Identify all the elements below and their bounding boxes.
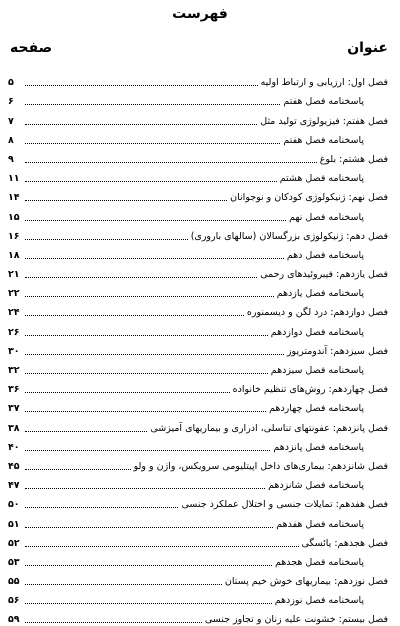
toc-entry-title: فصل یازدهم: فیبروئیدهای رحمی [260,269,388,281]
toc-entry-page: ۵۵ [8,576,20,588]
toc-entry [8,588,388,607]
dot-leader [25,506,178,508]
toc-entry-title: فصل بیستم: خشونت علیه زنان و تجاوز جنسی [204,614,388,626]
dot-leader [25,372,268,374]
dot-leader [25,334,268,336]
dot-leader [25,295,274,297]
toc-entry-page: ۵۳ [8,556,20,568]
toc-entry-page: ۴۷ [8,480,20,492]
toc-entry-title: فصل پانزدهم: عفونتهای تناسلی، ادراری و بیماریهای آمیزشی [150,422,388,434]
toc-entry-title: پاسخنامه فصل یازدهم [276,288,364,300]
toc-entry-page: ۱۶ [8,230,20,242]
toc-entry-page: ۳۶ [8,384,20,396]
toc-entry [8,607,388,626]
toc-entry [8,531,388,550]
toc-entry-page: ۱۸ [8,249,20,261]
toc-entry [8,377,388,396]
toc-entry-title: فصل شانزدهم: بیماری‌های داخل اپیتلیومی سرویکس، واژن و ولو [133,460,388,472]
toc-entry-page: ۳۲ [8,365,20,376]
toc-entry [8,243,388,262]
dot-leader [25,353,284,355]
dot-leader [25,449,270,451]
toc-entry-page: ۳۰ [8,345,20,357]
toc-entry-page: ۷ [8,115,14,127]
toc-entry-page: ۵۰ [8,499,20,511]
toc-entry [8,262,388,281]
dot-leader [25,103,280,105]
toc-entry-title: فصل هشتم: بلوغ [319,153,388,165]
toc-entry-title: فصل نوزدهم: بیماریهای خوش خیم پستان [224,576,388,588]
page-title: فهرست [172,6,228,22]
toc-entry-page: ۵۱ [8,518,20,530]
toc-entry [8,492,388,511]
toc-entry [8,147,388,166]
toc-entry [8,396,388,415]
dot-leader [25,602,272,604]
toc-entry-title: فصل هفتم: فیزیولوژی تولید مثل [260,115,388,127]
dot-leader [25,161,317,163]
dot-leader [25,257,284,259]
dot-leader [25,276,257,278]
toc-entry-page: ۴۵ [8,460,20,472]
toc-entry-page: ۵۶ [8,595,20,607]
toc-entry [8,185,388,204]
toc-entry-title: فصل هفدهم: تمایلات جنسی و اختلال عملکرد جنسی [181,499,388,511]
toc-entry [8,415,388,434]
dot-leader [25,526,273,528]
dot-leader [25,314,244,316]
toc-entry [8,511,388,530]
toc-entry-title: پاسخنامه فصل هجدهم [274,556,364,568]
toc-entry-page: ۲۲ [8,288,20,300]
toc-entry-title: پاسخنامه فصل نوزدهم [274,595,364,607]
toc-entry [8,339,388,358]
toc-entry [8,70,388,89]
dot-leader [25,142,280,144]
dot-leader [25,468,131,470]
toc-entry-title: پاسخنامه فصل پانزدهم [273,441,364,453]
toc-entry-title: پاسخنامه فصل چهاردهم [269,403,364,415]
toc-entry [8,224,388,243]
toc-entry-page: ۲۴ [8,307,20,319]
dot-leader [25,391,230,393]
toc-entry-title: فصل دهم: ژنیکولوژی بزرگسالان (سالهای باروری) [190,230,388,242]
toc-entry [8,108,388,127]
toc-entry [8,128,388,147]
dot-leader [25,583,222,585]
toc-entry [8,435,388,454]
toc-entry [8,358,388,377]
dot-leader [25,219,286,221]
dot-leader [25,430,147,432]
toc-entry [8,473,388,492]
toc-entry-title: پاسخنامه فصل شانزدهم [268,480,364,492]
toc-entry-title: فصل سیزدهم: آندومتریوز [286,345,388,357]
toc-entry [8,281,388,300]
dot-leader [25,564,272,566]
toc-entry-title: پاسخنامه فصل سیزدهم [270,365,364,376]
column-heading-page: صفحه [10,40,53,56]
toc-entry-page: ۱۱ [8,173,20,185]
toc-entry-page: ۵۹ [8,614,20,626]
toc-entry-page: ۶ [8,96,14,108]
dot-leader [25,410,266,412]
toc-entry-title: فصل چهاردهم: روش‌های تنظیم خانواده [232,384,388,396]
toc-entry-page: ۱۵ [8,211,20,223]
toc-entry-page: ۵۲ [8,537,20,549]
toc-entry-title: پاسخنامه فصل دوازدهم [270,326,364,338]
toc-entry [8,319,388,338]
toc-entry [8,89,388,108]
dot-leader [25,487,265,489]
toc-entry [8,569,388,588]
dot-leader [25,180,277,182]
dot-leader [25,123,257,125]
toc-entry-page: ۳۷ [8,403,20,415]
toc-entry-title: پاسخنامه فصل نهم [289,211,364,223]
toc-entry-title: پاسخنامه فصل هشتم [279,173,364,185]
toc-list [8,70,388,626]
toc-entry-page: ۲۶ [8,326,20,338]
toc-entry-title: فصل اول: ارزیابی و ارتباط اولیه [260,77,388,89]
toc-entry-title: فصل هجدهم: یائسگی [301,537,388,549]
dot-leader [25,199,227,201]
toc-entry-page: ۴۰ [8,441,20,453]
toc-entry-page: ۸ [8,134,14,146]
toc-entry [8,454,388,473]
dot-leader [25,545,299,547]
toc-entry-title: فصل نهم: ژنیکولوژی کودکان و نوجوانان [230,192,388,204]
toc-entry-title: پاسخنامه فصل دهم [286,249,364,261]
toc-entry [8,204,388,223]
toc-entry-page: ۱۴ [8,192,20,204]
toc-entry-title: فصل دوازدهم: درد لگن و دیسمنوره [246,307,388,319]
toc-entry-page: ۹ [8,153,14,165]
toc-entry [8,550,388,569]
toc-entry [8,166,388,185]
toc-entry-title: پاسخنامه فصل هفتم [283,134,364,146]
column-heading-title: عنوان [347,40,388,56]
toc-entry-page: ۳۸ [8,422,20,434]
dot-leader [25,238,188,240]
dot-leader [25,621,202,623]
dot-leader [25,84,258,86]
toc-entry-title: پاسخنامه فصل هفدهم [276,518,364,530]
toc-entry [8,300,388,319]
toc-entry-title: پاسخنامه فصل هفتم [283,96,364,108]
toc-entry-page: ۲۱ [8,269,20,281]
toc-entry-page: ۵ [8,77,14,89]
